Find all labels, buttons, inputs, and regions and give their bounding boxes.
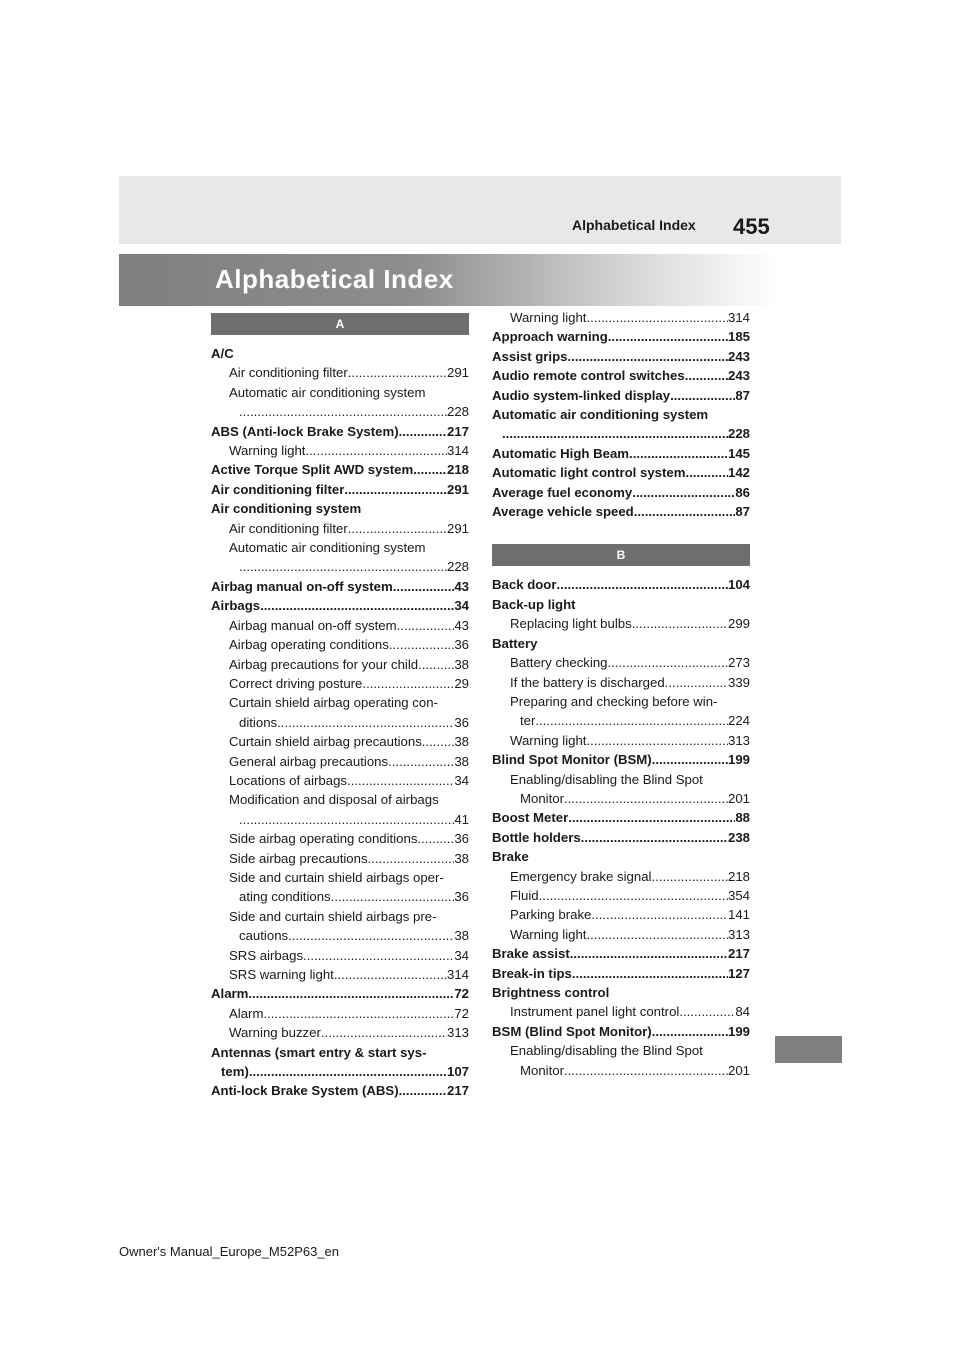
entry-text: Warning light	[510, 732, 587, 748]
index-subentry	[211, 752, 469, 771]
dot-leader	[347, 771, 454, 790]
index-entry	[492, 575, 750, 594]
chapter-thumb-tab	[775, 1036, 842, 1063]
index-subentry: Enabling/disabling the Blind Spot	[510, 771, 703, 787]
entry-text: Warning buzzer	[229, 1025, 321, 1041]
index-subentry	[492, 614, 750, 633]
dot-leader	[572, 964, 728, 983]
page-ref: 339	[727, 674, 750, 690]
entry-text: ditions	[239, 714, 278, 730]
dot-leader	[685, 366, 728, 385]
dot-leader	[665, 673, 728, 692]
page-ref: 34	[454, 947, 469, 963]
index-subentry-continued	[211, 887, 469, 906]
index-entry	[211, 422, 469, 441]
page-ref: 291	[446, 365, 469, 381]
dot-leader	[568, 347, 728, 366]
page-ref: 43	[454, 578, 469, 594]
page-ref: 228	[446, 559, 469, 575]
entry-text: SRS airbags	[229, 947, 304, 963]
index-subentry-continued	[211, 713, 469, 732]
page-ref: 218	[727, 868, 750, 884]
page-ref: 238	[727, 829, 750, 845]
index-entry: Antennas (smart entry & start sys-	[211, 1044, 427, 1060]
dot-leader	[344, 480, 447, 499]
dot-leader	[685, 463, 728, 482]
page-ref: 313	[727, 926, 750, 942]
index-entry	[492, 808, 750, 827]
entry-text: Active Torque Split AWD system	[211, 462, 414, 478]
dot-leader	[564, 1061, 728, 1080]
page-ref: 224	[727, 713, 750, 729]
entry-text: ter	[520, 713, 536, 729]
page-ref: 38	[454, 850, 469, 866]
index-entry	[492, 502, 750, 521]
index-subentry	[211, 616, 469, 635]
dot-leader	[249, 1062, 447, 1081]
page-ref: 313	[446, 1025, 469, 1041]
entry-text: Audio system-linked display	[492, 387, 671, 403]
index-subentry	[492, 673, 750, 692]
dot-leader	[586, 308, 728, 327]
entry-text: Airbag precautions for your child	[229, 656, 419, 672]
index-entry	[492, 366, 750, 385]
page-ref: 36	[454, 831, 469, 847]
section-header-a: A	[211, 313, 469, 335]
page-ref: 86	[735, 484, 750, 500]
index-column-right	[492, 308, 750, 1080]
index-subentry	[211, 674, 469, 693]
dot-leader	[413, 460, 447, 479]
entry-text: Back door	[492, 577, 557, 593]
page-ref: 201	[727, 790, 750, 806]
dot-leader	[362, 674, 454, 693]
index-entry	[492, 386, 750, 405]
entry-text: Assist grips	[492, 348, 568, 364]
entry-text: If the battery is discharged	[510, 674, 665, 690]
entry-text: Air conditioning filter	[211, 481, 345, 497]
index-entry: Automatic air conditioning system	[492, 407, 709, 423]
dot-leader	[502, 424, 728, 443]
dot-leader	[248, 984, 454, 1003]
index-subentry-continued	[211, 402, 469, 421]
dot-leader	[568, 808, 735, 827]
entry-text: ating conditions	[239, 889, 331, 905]
page-ref: 299	[727, 616, 750, 632]
page-ref: 141	[727, 907, 750, 923]
index-entry	[211, 460, 469, 479]
section-header-b: B	[492, 544, 750, 566]
index-entry-continued	[211, 1062, 469, 1081]
dot-leader	[564, 789, 728, 808]
entry-text: Monitor	[520, 790, 564, 806]
entry-text: Air conditioning filter	[229, 520, 348, 536]
dot-leader	[652, 1022, 728, 1041]
page-ref: 199	[727, 1023, 750, 1039]
page-ref: 104	[727, 577, 750, 593]
dot-leader	[393, 577, 455, 596]
page-ref: 185	[727, 329, 750, 345]
page-ref: 36	[454, 714, 469, 730]
dot-leader	[651, 867, 728, 886]
page-ref: 34	[454, 598, 469, 614]
entry-text: Airbags	[211, 598, 261, 614]
entry-text: Brake assist	[492, 946, 570, 962]
entry-text: cautions	[239, 928, 289, 944]
index-subentry	[211, 655, 469, 674]
entry-text: Side airbag operating conditions	[229, 831, 418, 847]
page-ref: 41	[454, 811, 469, 827]
entry-text: Blind Spot Monitor (BSM)	[492, 752, 652, 768]
index-subentry: Side and curtain shield airbags pre-	[229, 908, 437, 924]
index-entry	[492, 750, 750, 769]
entry-text: Approach warning	[492, 329, 608, 345]
dot-leader	[557, 575, 728, 594]
page-ref: 243	[727, 348, 750, 364]
page-ref: 217	[727, 946, 750, 962]
page-ref: 36	[454, 637, 469, 653]
dot-leader	[586, 925, 728, 944]
page-ref: 218	[446, 462, 469, 478]
page-ref: 314	[446, 967, 469, 982]
page-ref: 354	[727, 887, 750, 903]
index-subentry	[211, 1023, 469, 1042]
index-subentry: Automatic air conditioning system	[229, 384, 426, 400]
page-ref: 72	[454, 986, 469, 1002]
index-subentry	[211, 635, 469, 654]
page-ref: 127	[727, 965, 750, 981]
dot-leader	[632, 614, 728, 633]
page-ref: 87	[735, 504, 750, 520]
index-entry	[492, 444, 750, 463]
index-subentry	[211, 732, 469, 751]
dot-leader	[632, 483, 735, 502]
dot-leader	[418, 655, 454, 674]
entry-text: Curtain shield airbag precautions	[229, 734, 422, 750]
dot-leader	[608, 653, 728, 672]
entry-text: Warning light	[510, 926, 587, 942]
dot-leader	[389, 635, 455, 654]
page-title: Alphabetical Index	[215, 264, 454, 294]
dot-leader	[670, 386, 735, 405]
index-subentry	[211, 965, 469, 984]
entry-text: Parking brake	[510, 907, 592, 923]
dot-leader	[260, 596, 454, 615]
index-subentry-continued	[492, 1061, 750, 1080]
entry-text: Alarm	[229, 1005, 264, 1021]
dot-leader	[539, 886, 728, 905]
entry-text: Airbag manual on-off system	[229, 617, 397, 633]
dot-leader	[586, 731, 728, 750]
index-subentry	[211, 946, 469, 965]
index-entry	[492, 1022, 750, 1041]
page-ref: 142	[727, 465, 750, 481]
index-subentry	[492, 1002, 750, 1021]
page-ref: 314	[446, 443, 469, 459]
entry-text: Bottle holders	[492, 829, 581, 845]
page-ref: 36	[454, 889, 469, 905]
dot-leader	[277, 713, 454, 732]
page-ref: 145	[727, 445, 750, 461]
entry-text: Average vehicle speed	[492, 504, 634, 520]
index-subentry: Modification and disposal of airbags	[229, 792, 439, 808]
index-subentry	[492, 886, 750, 905]
index-subentry	[492, 867, 750, 886]
index-entry	[211, 984, 469, 1003]
dot-leader	[321, 1023, 447, 1042]
page-ref: 88	[735, 810, 750, 826]
page-ref: 291	[446, 481, 469, 497]
index-subentry	[211, 1004, 469, 1023]
index-subentry	[211, 363, 469, 382]
entry-text: Automatic light control system	[492, 465, 686, 481]
dot-leader	[303, 946, 454, 965]
dot-leader	[397, 616, 455, 635]
entry-text: tem)	[221, 1064, 249, 1080]
dot-leader	[629, 444, 728, 463]
dot-leader	[679, 1002, 735, 1021]
index-subentry-continued	[492, 789, 750, 808]
index-entry	[492, 347, 750, 366]
index-entry	[492, 964, 750, 983]
dot-leader	[417, 829, 454, 848]
dot-leader	[331, 887, 455, 906]
entry-text: Battery checking	[510, 655, 608, 671]
dot-leader	[652, 750, 728, 769]
entry-text: Airbag operating conditions	[229, 637, 389, 653]
entry-text: Automatic High Beam	[492, 445, 630, 461]
index-subentry	[492, 731, 750, 750]
dot-leader	[581, 828, 728, 847]
page-ref: 228	[727, 426, 750, 442]
entry-text: Boost Meter	[492, 810, 569, 826]
entry-text: Fluid	[510, 887, 539, 903]
entry-text: Alarm	[211, 986, 249, 1002]
index-subentry	[492, 308, 750, 327]
page-ref: 34	[454, 772, 469, 788]
dot-leader	[570, 944, 728, 963]
index-subentry	[211, 829, 469, 848]
index-entry	[211, 596, 469, 615]
page-ref: 72	[454, 1005, 469, 1021]
index-subentry	[492, 905, 750, 924]
entry-text: Warning light	[510, 310, 587, 325]
page-ref: 201	[727, 1062, 750, 1078]
index-entry	[211, 480, 469, 499]
index-subentry	[211, 519, 469, 538]
dot-leader	[239, 402, 447, 421]
page-ref: 217	[446, 1083, 469, 1099]
entry-text: Break-in tips	[492, 965, 572, 981]
index-entry	[492, 944, 750, 963]
page-ref: 38	[454, 734, 469, 750]
running-head: Alphabetical Index	[572, 217, 696, 233]
entry-text: Emergency brake signal	[510, 868, 652, 884]
dot-leader	[263, 1004, 454, 1023]
dot-leader	[591, 905, 728, 924]
dot-leader	[388, 752, 454, 771]
index-entry	[492, 483, 750, 502]
page-ref: 38	[454, 928, 469, 944]
index-entry: Brightness control	[492, 985, 610, 1000]
index-entry	[492, 828, 750, 847]
page-ref: 217	[446, 423, 469, 439]
page-ref: 43	[454, 617, 469, 633]
entry-text: Side airbag precautions	[229, 850, 368, 866]
page-ref: 243	[727, 368, 750, 384]
index-entry: Back-up light	[492, 596, 576, 612]
index-entry: A/C	[211, 346, 234, 361]
dot-leader	[305, 441, 447, 460]
dot-leader	[239, 557, 447, 576]
dot-leader	[334, 965, 447, 984]
page-ref: 107	[446, 1064, 469, 1080]
dot-leader	[348, 519, 447, 538]
index-subentry	[492, 653, 750, 672]
entry-text: Airbag manual on-off system	[211, 578, 393, 594]
title-banner	[119, 254, 779, 306]
index-entry: Battery	[492, 635, 538, 651]
entry-text: Average fuel economy	[492, 484, 633, 500]
entry-text: General airbag precautions	[229, 753, 389, 769]
entry-text: Instrument panel light control	[510, 1004, 680, 1020]
index-entry	[492, 463, 750, 482]
dot-leader	[399, 1081, 447, 1100]
entry-text: Replacing light bulbs	[510, 616, 632, 632]
page-ref: 314	[727, 310, 750, 325]
index-subentry	[211, 771, 469, 790]
footer-doc-id: Owner's Manual_Europe_M52P63_en	[119, 1244, 340, 1259]
index-subentry-continued	[211, 810, 469, 829]
index-subentry-continued	[211, 926, 469, 945]
entry-text: Anti-lock Brake System (ABS)	[211, 1083, 399, 1099]
dot-leader	[399, 422, 447, 441]
page-ref: 87	[735, 387, 750, 403]
dot-leader	[608, 327, 728, 346]
page-ref: 199	[727, 752, 750, 768]
page-ref: 38	[454, 656, 469, 672]
dot-leader	[368, 849, 455, 868]
index-subentry: Side and curtain shield airbags oper-	[229, 869, 444, 885]
index-entry: Brake	[492, 849, 529, 865]
dot-leader	[239, 810, 454, 829]
dot-leader	[422, 732, 455, 751]
index-subentry: Enabling/disabling the Blind Spot	[510, 1043, 703, 1059]
index-subentry	[492, 925, 750, 944]
entry-text: Audio remote control switches	[492, 368, 685, 384]
index-subentry-continued	[492, 711, 750, 730]
index-entry-continued	[492, 424, 750, 443]
index-subentry	[211, 441, 469, 460]
index-subentry: Curtain shield airbag operating con-	[229, 695, 438, 711]
index-column-left	[211, 313, 469, 1101]
index-entry	[211, 577, 469, 596]
page-ref: 84	[735, 1004, 750, 1020]
index-subentry-continued	[211, 557, 469, 576]
index-entry: Air conditioning system	[211, 501, 362, 517]
dot-leader	[634, 502, 736, 521]
entry-text: SRS warning light	[229, 967, 334, 982]
entry-text: Warning light	[229, 443, 306, 459]
dot-leader	[348, 363, 447, 382]
entry-text: Locations of airbags	[229, 772, 348, 788]
page-ref: 38	[454, 753, 469, 769]
entry-text: Correct driving posture	[229, 675, 363, 691]
index-subentry: Preparing and checking before win-	[510, 693, 718, 709]
entry-text: BSM (Blind Spot Monitor)	[492, 1023, 652, 1039]
index-subentry: Automatic air conditioning system	[229, 540, 426, 556]
index-entry	[492, 327, 750, 346]
entry-text: Monitor	[520, 1062, 564, 1078]
entry-text: Air conditioning filter	[229, 365, 348, 381]
index-entry	[211, 1081, 469, 1100]
page-ref: 228	[446, 404, 469, 420]
page-ref: 29	[454, 675, 469, 691]
dot-leader	[535, 711, 728, 730]
index-subentry	[211, 849, 469, 868]
dot-leader	[288, 926, 454, 945]
page-number: 455	[733, 214, 770, 239]
page-ref: 313	[727, 732, 750, 748]
page-ref: 291	[446, 520, 469, 536]
entry-text: ABS (Anti-lock Brake System)	[211, 423, 399, 439]
page-ref: 273	[727, 655, 750, 671]
